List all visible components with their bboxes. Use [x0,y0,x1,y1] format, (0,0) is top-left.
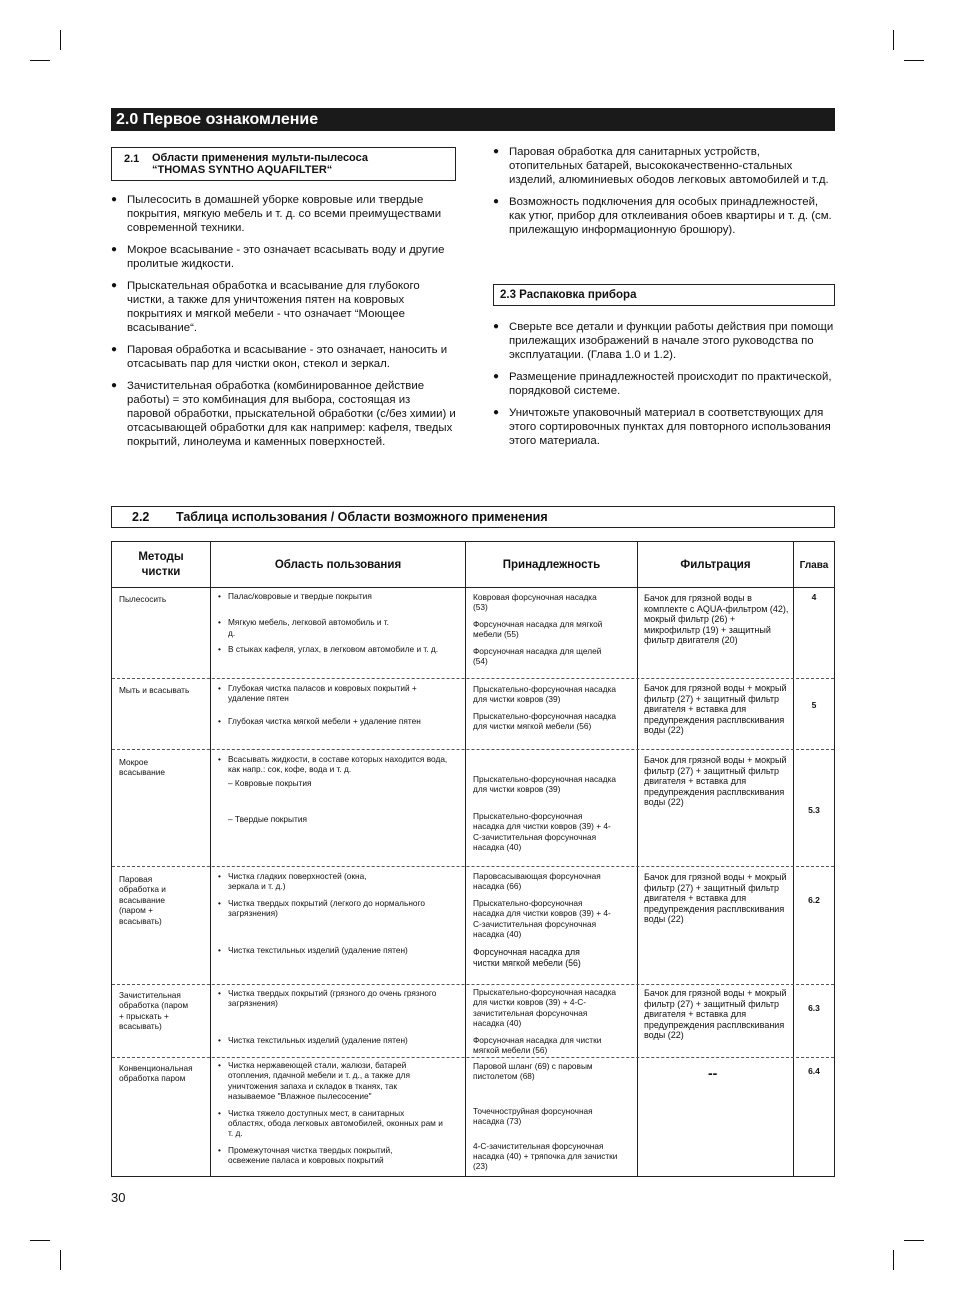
section-2-1-title-line1: Области применения мульти-пылесоса [152,152,369,164]
applications-list [111,193,456,449]
table-cell-chapter: 4 [811,592,817,602]
table-cell-method: Пылесосить [119,594,167,604]
list-item: • Чистка нержавеющей стали, жалюзи, батарей отопления, пдачной мебели и т. д., а также для уничтожения запаха и складок в тканях, так называемое "Влажное пылесосение" [216,1060,428,1102]
table-cell-area [216,683,456,726]
table-divider [112,984,834,985]
list-item: • В стыках кафеля, углах, в легковом автомобиле и т. д. [216,644,448,654]
list-item: • Всасывать жидкости, в составе которых находится вода, как напр.: сок, кофе, вода и т. д. [216,754,453,775]
unpack-column [493,320,836,456]
list-item: ● Размещение принадлежностей происходит по практической, порядковой системе. [493,370,836,398]
list-item: • Палас/ковровые и твердые покрытия [216,591,456,601]
list-item: • Чистка текстильных изделий (удаление пятен) [216,1035,456,1045]
table-cell-accessory: Прыскательно-форсуночная насадка для чистки ковров (39) Прыскательно-форсуночная насадка для чистки ковров (39) + 4-С-зачистительная форсуночная насадка (40) [473,774,617,853]
list-item: • Чистка гладких поверхностей (окна, зеркала и т. д.) [216,871,368,892]
list-item: ● Паровая обработка и всасывание - это означает, наносить и отсасывать пар для чистки окон, стекол и зеркал. [111,343,456,371]
unpack-list [493,320,836,448]
table-cell-chapter: 5 [811,700,817,710]
list-item: – Твердые покрытия [228,814,307,825]
list-item: • Глубокая чистка мягкой мебели + удаление пятен [216,716,456,726]
crop-mark [30,60,50,61]
page-number: 30 [111,1190,126,1205]
table-divider [112,678,834,679]
table-divider [637,542,638,1176]
list-item: • Промежуточная чистка твердых покрытий, освежение паласа и ковровых покрытий [216,1145,428,1166]
table-cell-accessory: Паровой шланг (69) с паровым пистолетом (68) Точечноструйная форсуночная насадка (73) 4-С-зачистительная форсуночная насадка (40) + тряпочка для зачистки (23) [473,1061,618,1172]
header-accessory: Принадлежность [502,559,601,571]
list-item: ● Зачистительная обработка (комбинированное действие работы) = это комбинация для выбора, состоящая из паровой обработки, прыскательной обработки (с/без химии) и отсасывающей обработки для как например: кафеля, тведых покрытий, линолеума и каменных поверхностей. [111,379,456,449]
list-item: • Чистка твердых покрытий (грязного до очень грязного загрязнения) [216,988,453,1009]
crop-mark [893,30,894,50]
table-cell-accessory: Прыскательно-форсуночная насадка для чистки ковров (39) + 4-С-зачистительная форсуночная насадка (40) Форсуночная насадка для чистки мягкой мебели (56) [473,987,617,1056]
usage-table [111,541,835,1177]
table-divider [793,542,794,1176]
list-item: ● Сверьте все детали и функции работы действия при помощи прилежащих изображений в начале этого руководства по эксплуатации. (Глава 1.0 и 1.2). [493,320,836,362]
header-filter: Фильтрация [680,559,751,571]
list-item: ● Паровая обработка для санитарных устройств, отопительных батарей, высококачественно-стальных изделий, алюминиевых ободов легковых автомобилей и т.д. [493,145,836,187]
list-item: • Глубокая чистка паласов и ковровых покрытий + удаление пятен [216,683,448,704]
table-cell-accessory: Прыскательно-форсуночная насадка для чистки ковров (39) Прыскательно-форсуночная насадка для чистки мягкой мебели (56) [473,684,617,732]
table-cell-filter: Бачок для грязной воды + мокрый фильтр (27) + защитный фильтр двигателя + вставка для предупреждения расплвскивания воды (22) [644,683,787,736]
table-cell-chapter: 6.2 [808,895,820,905]
section-2-2-heading [111,506,835,528]
list-item: ● Пылесосить в домашней уборке ковровые или твердые покрытия, мягкую мебель и т. д. со всеми преимуществами современной техники. [111,193,456,235]
crop-mark [893,1250,894,1270]
table-cell-filter: -- [708,1065,718,1081]
table-divider [112,1057,834,1058]
table-cell-filter: Бачок для грязной воды + мокрый фильтр (27) + защитный фильтр двигателя + вставка для предупреждения расплвскивания воды (22) [644,872,787,925]
list-item: • Чистка текстильных изделий (удаление пятен) [216,945,456,955]
table-cell-area [216,988,456,1045]
table-cell-chapter: 6.3 [808,1003,820,1013]
section-2-1-heading [111,147,456,181]
table-cell-method: Конвенциональная обработка паром [119,1063,193,1084]
table-divider [112,749,834,750]
section-2-2-title: Таблица использования / Области возможного применения [176,510,548,524]
table-cell-filter: Бачок для грязной воды в комплекте с AQUA-фильтром (42), мокрый фильтр (26) + микрофильтр (19) + защитный фильтр двигателя (20) [644,593,789,646]
table-divider [465,542,466,1176]
crop-mark [60,30,61,50]
table-cell-area [216,1060,456,1166]
section-2-2-number: 2.2 [132,510,150,524]
crop-mark [30,1240,50,1241]
section-2-1-title-line2: “THOMAS SYNTHO AQUAFILTER“ [152,164,333,176]
table-cell-accessory: Ковровая форсуночная насадка (53) Форсуночная насадка для мягкой мебели (55) Форсуночная насадка для щелей (54) [473,592,603,667]
crop-mark [60,1250,61,1270]
crop-mark [904,1240,924,1241]
table-cell-method: Мокрое всасывание [119,757,165,778]
list-item: ● Мокрое всасывание - это означает всасывать воду и другие пролитые жидкости. [111,243,456,271]
table-cell-filter: Бачок для грязной воды + мокрый фильтр (27) + защитный фильтр двигателя + вставка для предупреждения расплвскивания воды (22) [644,988,787,1041]
crop-mark [904,60,924,61]
table-cell-area [216,754,456,825]
table-cell-area [216,591,456,655]
table-cell-chapter: 5.3 [808,805,820,815]
list-item: • Мягкую мебель, легковой автомобиль и т. д. [216,617,398,638]
left-column [111,147,456,457]
table-cell-accessory: Паровсасывающая форсуночная насадка (66) Прыскательно-форсуночная насадка для чистки ковров (39) + 4-С-зачистительная форсуночная насадка (40) Форсуночная насадка для чистки мягкой мебели (56) [473,871,611,968]
list-item: ● Прыскательная обработка и всасывание для глубокого чистки, а также для уничтожения пятен на ковровых покрытиях и мягкой мебели - что означает “Моющее всасывание“. [111,279,456,335]
header-chapter: Глава [799,559,829,571]
right-column [493,145,836,245]
list-item: ● Уничтожьте упаковочный материал в соответствующих для этого сортировочных пунктах для повторного использования этого материала. [493,406,836,448]
table-divider [112,587,834,588]
section-2-3-heading: 2.3 Распаковка прибора [493,284,835,306]
table-cell-chapter: 6.4 [808,1066,820,1076]
table-divider [112,866,834,867]
steam-applications-list [493,145,836,237]
table-cell-method: Паровая обработка и всасывание (паром + всасывать) [119,874,166,926]
list-item: • Чистка твердых покрытий (легкого до нормального загрязнения) [216,898,453,919]
header-area: Область пользования [274,559,402,571]
list-item: – Ковровые покрытия [228,777,312,788]
table-cell-method: Мыть и всасывать [119,685,190,695]
list-item: • Чистка тяжело доступных мест, в санитарных областях, обода легковых автомобилей, оконных рам и т. д. [216,1108,443,1139]
section-2-1-number: 2.1 [124,153,140,165]
table-cell-filter: Бачок для грязной воды + мокрый фильтр (27) + защитный фильтр двигателя + вставка для предупреждения расплвскивания воды (22) [644,755,787,808]
table-divider [210,542,211,1176]
table-cell-method: Зачистительная обработка (паром + прыскать + всасывать) [119,990,189,1032]
section-title-banner: 2.0 Первое ознакомление [111,108,835,131]
header-method: Методы чистки [138,551,184,578]
table-cell-area [216,871,456,955]
list-item: ● Возможность подключения для особых принадлежностей, как утюг, прибор для отклеивания обоев квартиры и т. д. (см. прилежащую информационную брошюру). [493,195,836,237]
